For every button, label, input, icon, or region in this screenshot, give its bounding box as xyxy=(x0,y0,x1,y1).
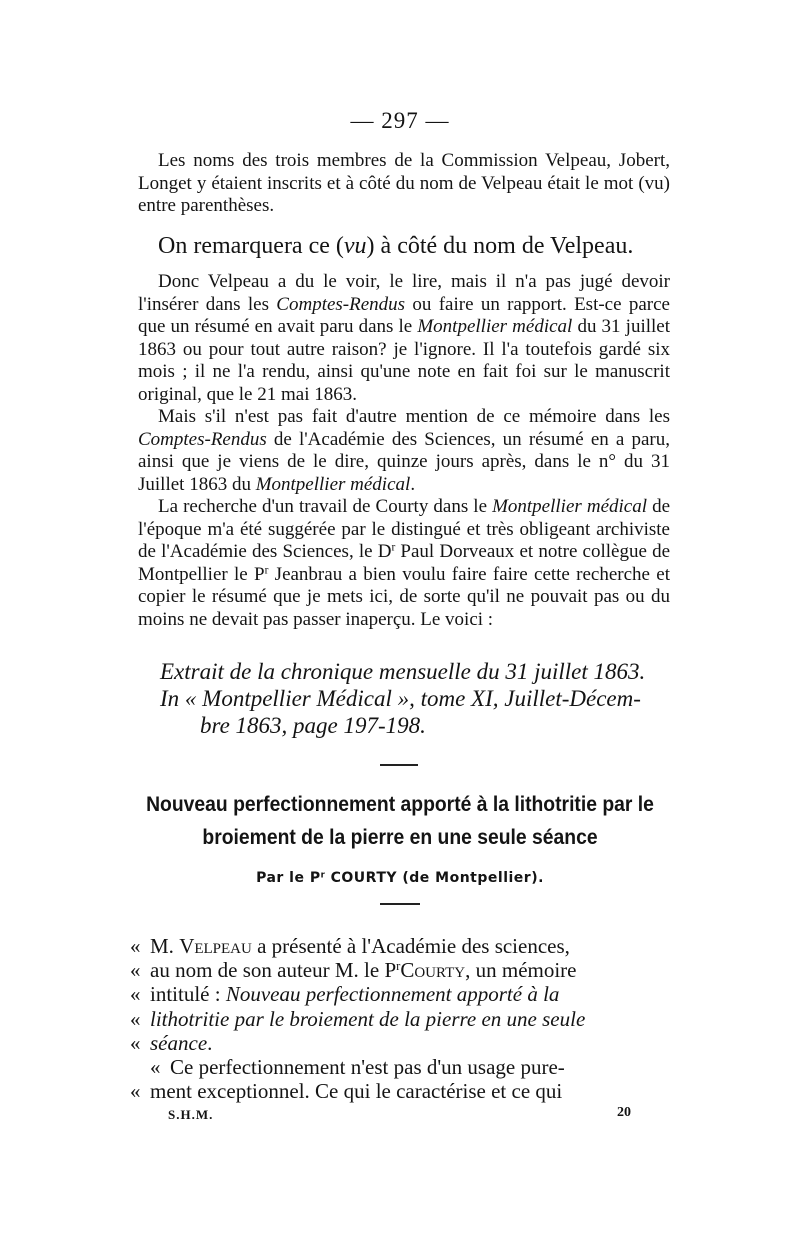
extract-citation xyxy=(160,658,680,739)
p4-text-4: Jeanbrau a bien voulu faire faire cette recherche et copier le résumé que je mets ici, de sorte qu'il ne pouvait pas ou du moins ne devait pas passer inaperçu. Le voici : xyxy=(138,563,670,630)
quote-mark: « xyxy=(130,1006,141,1031)
quote-l3-text-1: intitulé : xyxy=(150,982,226,1007)
quote-l3-italic: Nouveau perfectionnement apporté à la xyxy=(225,982,560,1007)
quote-line-3 xyxy=(130,982,670,1007)
p4-text-2: de l'époque m'a été suggérée par le distingué et très obligeant archiviste de l'Académie des Sciences, le D xyxy=(138,496,670,562)
paragraph-commission xyxy=(138,150,670,218)
article-title xyxy=(142,788,657,854)
remark-before: On remarquera ce ( xyxy=(158,233,344,259)
extract-line-3: bre 1863, page 197-198. xyxy=(200,713,426,738)
quote-mark: « xyxy=(130,958,141,983)
quote-l2-sup: r xyxy=(396,959,401,974)
quote-l2-text-1: au nom de son auteur M. le P xyxy=(150,958,397,983)
remark-after: ) à côté du nom de Velpeau. xyxy=(366,233,634,259)
article-title-line-2: broiement de la pierre en une seule séance xyxy=(202,826,598,849)
p3-italic-1: Comptes-Rendus xyxy=(138,428,267,450)
byline-post: COURTY (de Montpellier). xyxy=(325,870,544,886)
quote-line-4 xyxy=(130,1006,670,1031)
quote-l6-text: Ce perfectionnement n'est pas d'un usage pure- xyxy=(170,1055,565,1080)
article-title-line-1: Nouveau perfectionnement apporté à la lithotritie par le xyxy=(146,793,654,816)
paragraph-commission-text: Les noms des trois membres de la Commission Velpeau, Jobert, Longet y étaient inscrits et à côté du nom de Velpeau était le mot (vu) entre parenthèses. xyxy=(138,150,670,216)
quote-l5-text: . xyxy=(207,1030,213,1055)
quote-l5-italic: séance xyxy=(150,1030,208,1055)
p4-text-1: La recherche d'un travail de Courty dans le xyxy=(158,496,493,517)
quote-l1-text-2: a présenté à l'Académie des sciences, xyxy=(251,934,570,958)
quote-l4-italic: lithotritie par le broiement de la pierre en une seule xyxy=(150,1006,586,1031)
quote-l7-text: ment exceptionnel. Ce qui le caractérise et ce qui xyxy=(150,1079,563,1104)
p2-text-3: du 31 juillet 1863 ou pour tout autre raison? je l'ignore. Il l'a toutefois gardé six mois ; il ne l'a rendu, ainsi qu'une note en fait foi sur le manuscrit original, que le 21 mai 1863. xyxy=(138,316,670,405)
printer-signature: S.H.M. xyxy=(168,1107,214,1122)
p3-text-2: de l'Académie des Sciences, un résumé en a paru, ainsi que je viens de le dire, quinze jours après, dans le n° du 31 Juillet 1863 du xyxy=(138,428,670,495)
quote-l2-text-2: , un mémoire xyxy=(465,958,577,983)
p4-italic-1: Montpellier médical xyxy=(492,496,647,517)
quote-line-5 xyxy=(130,1030,670,1055)
byline-sup: r xyxy=(320,869,326,880)
page-number: — 297 — xyxy=(350,108,450,133)
p3-text-3: . xyxy=(410,473,416,495)
paragraph-velpeau xyxy=(138,271,670,631)
quote-line-7 xyxy=(130,1079,670,1104)
quote-line-2 xyxy=(130,958,670,983)
byline-pre: Par le P xyxy=(256,870,321,886)
quote-line-1 xyxy=(130,934,670,958)
quote-line-6 xyxy=(150,1055,670,1079)
p4-text-3: Paul Dorveaux et notre collègue de Montpellier le P xyxy=(138,541,670,585)
p4-sup-1: r xyxy=(391,541,396,554)
p2-italic-2: Montpellier médical xyxy=(417,316,573,337)
quote-mark: « xyxy=(130,1079,141,1104)
separator-rule-2 xyxy=(380,903,420,905)
p3-text-1: Mais s'il n'est pas fait d'autre mention de ce mémoire dans les xyxy=(158,406,670,427)
sheet-number: 20 xyxy=(617,1105,631,1120)
p4-sup-2: r xyxy=(264,564,269,577)
quote-mark: « xyxy=(150,1055,161,1080)
article-byline xyxy=(0,870,800,886)
extract-line-2: In « Montpellier Médical », tome XI, Juillet-Décem- xyxy=(160,686,641,711)
p3-italic-2: Montpellier médical xyxy=(255,473,411,495)
quote-mark: « xyxy=(130,982,141,1007)
remark-vu: vu xyxy=(343,233,367,259)
extract-line-1: Extrait de la chronique mensuelle du 31 juillet 1863. xyxy=(160,659,646,684)
quote-l1-text-1: M. xyxy=(150,934,180,958)
p2-text-2: ou faire un rapport. Est-ce parce que un résumé en avait paru dans le xyxy=(138,293,670,337)
quote-l1-smallcaps: Velpeau xyxy=(179,934,252,958)
quote-l2-smallcaps: Courty xyxy=(400,958,466,983)
remark-line xyxy=(158,233,698,260)
p2-text-1: Donc Velpeau a du le voir, le lire, mais il n'a pas jugé devoir l'insérer dans les xyxy=(138,271,670,315)
quoted-summary xyxy=(130,934,670,1104)
quote-mark: « xyxy=(130,1030,141,1055)
p2-italic-1: Comptes-Rendus xyxy=(276,293,406,315)
separator-rule-1 xyxy=(380,764,418,766)
quote-mark: « xyxy=(130,934,141,958)
